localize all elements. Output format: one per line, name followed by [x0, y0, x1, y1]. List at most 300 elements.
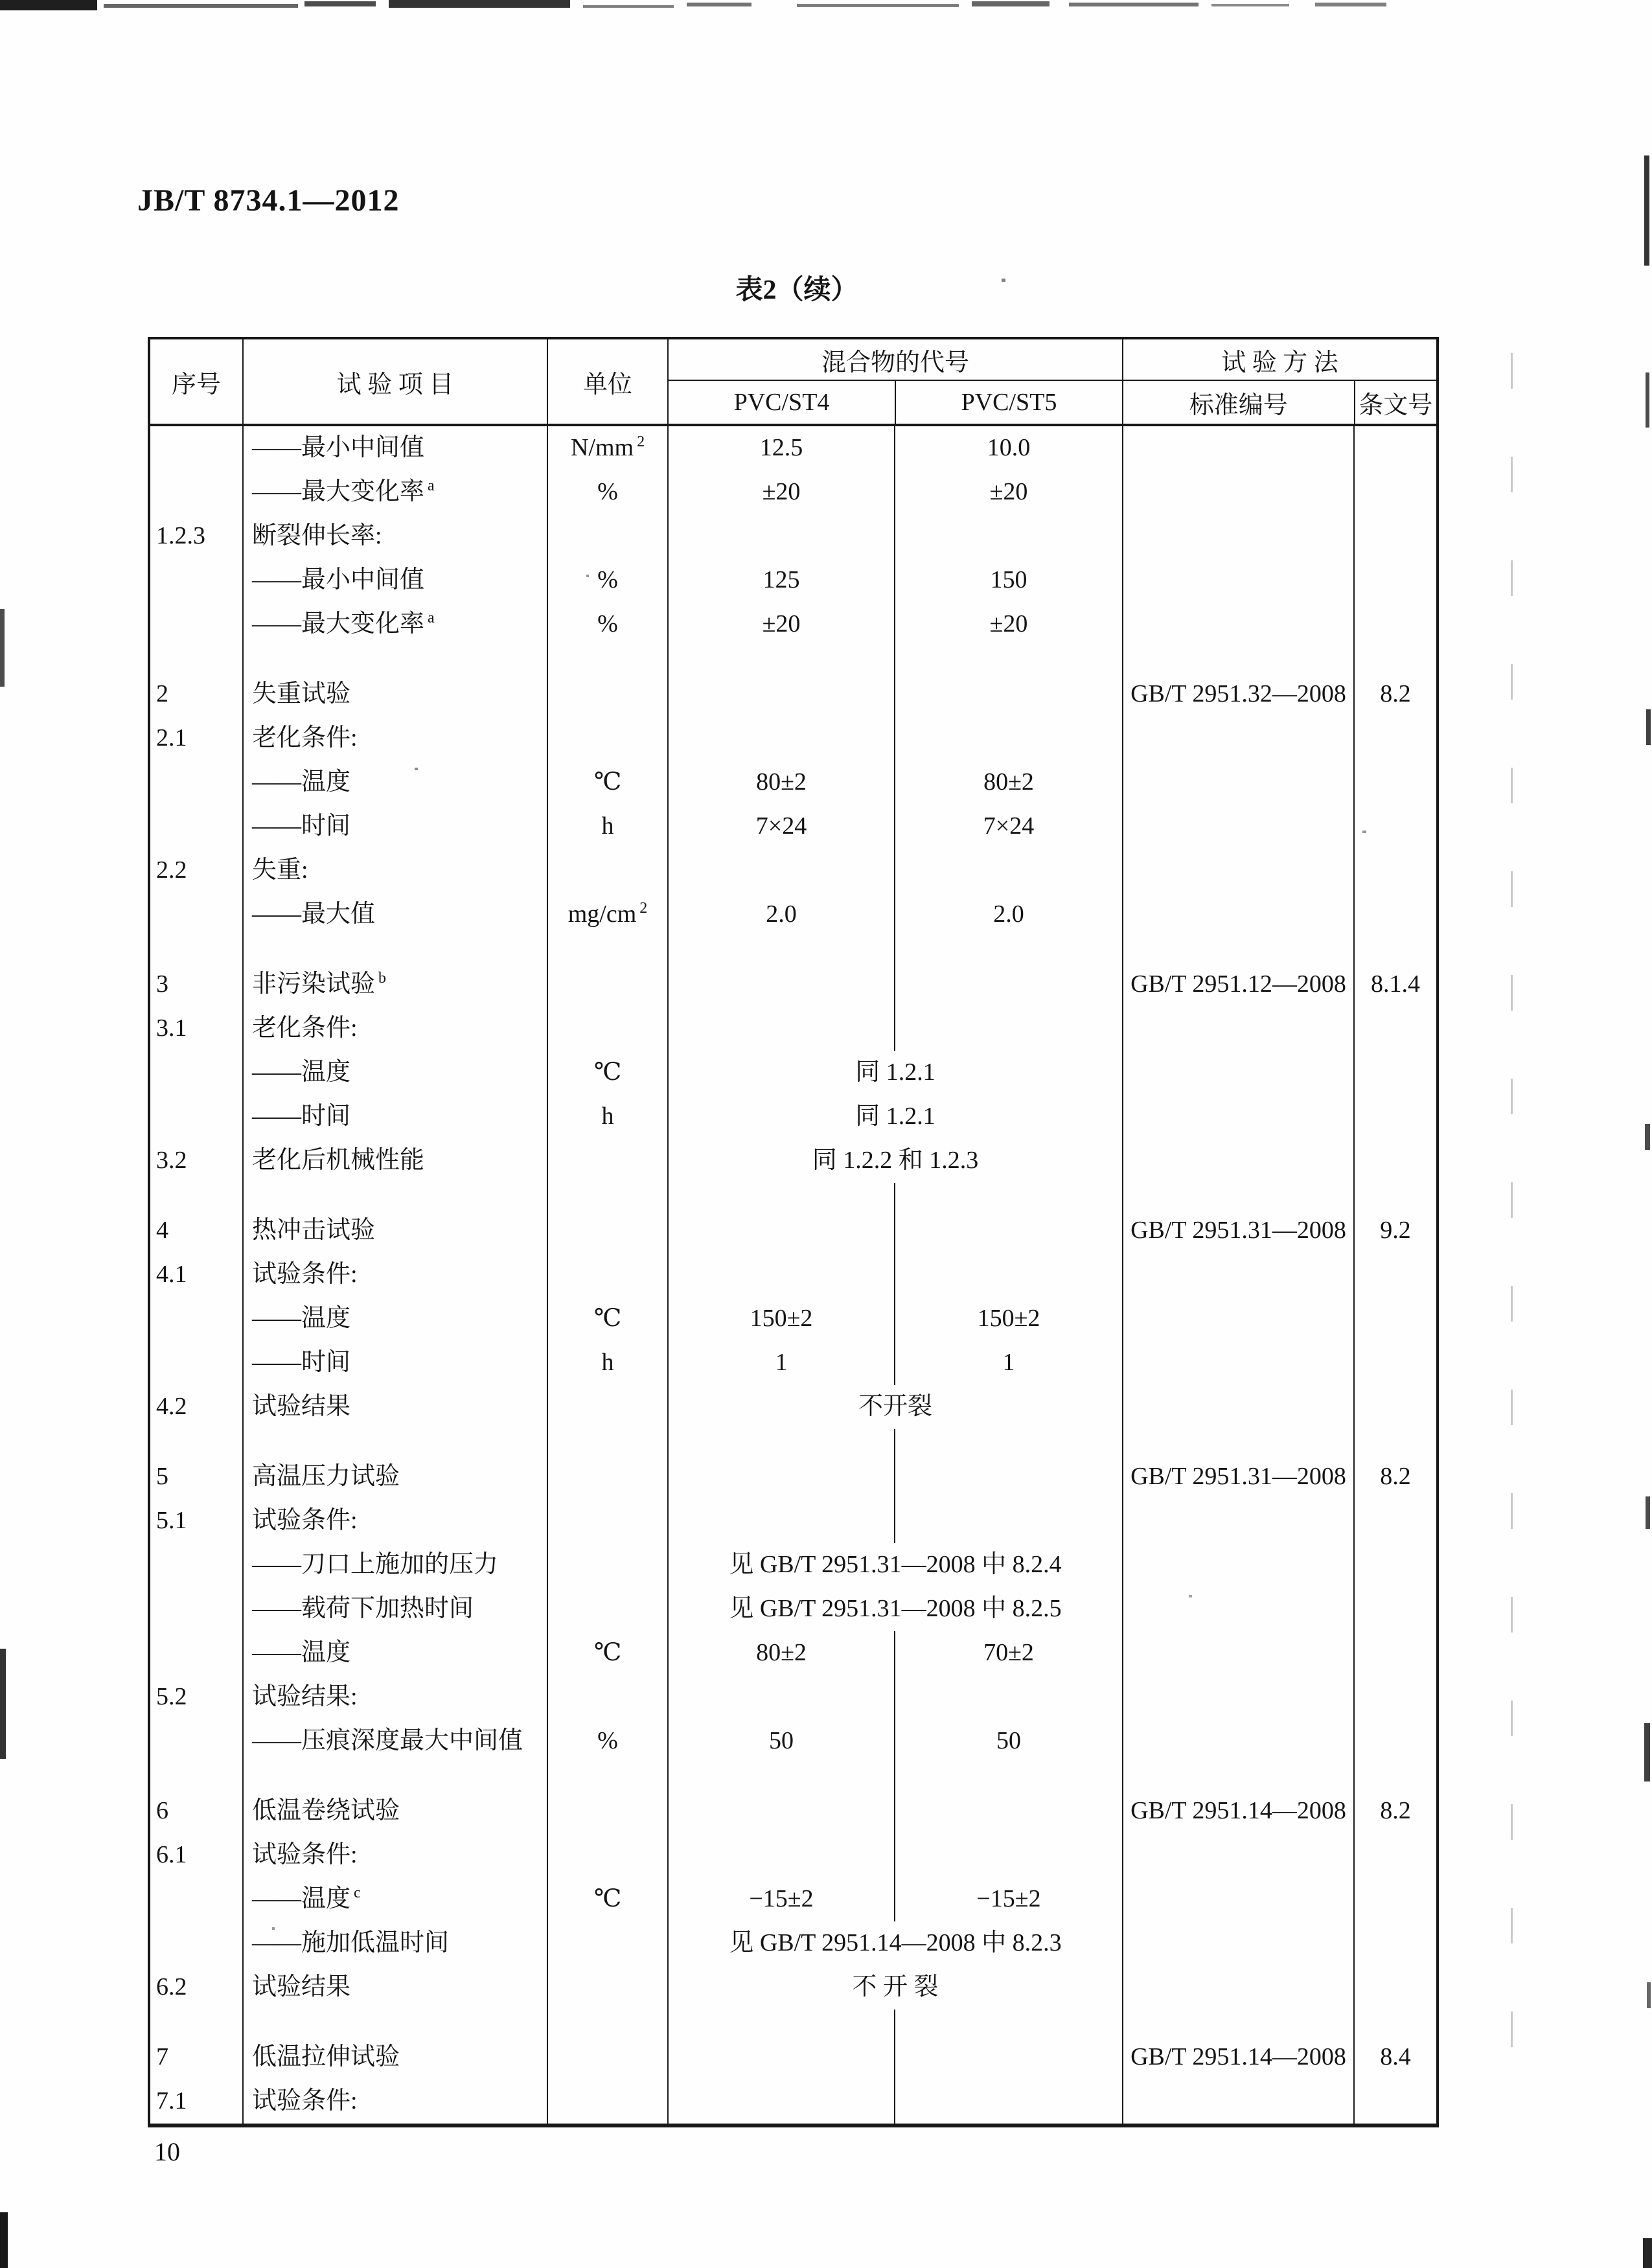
cell-value-st5	[894, 1455, 1122, 1499]
cell-standard-no: GB/T 2951.31—2008	[1122, 1455, 1353, 1499]
cell-seq-no: 4.2	[156, 1393, 187, 1421]
header-standard-no: 标准编号	[1189, 391, 1288, 419]
cell-unit	[547, 672, 667, 716]
cell-value-st5: 150±2	[894, 1297, 1122, 1341]
cell-test-item: 试验条件:	[242, 1833, 547, 1877]
cell-clause-no	[1353, 426, 1436, 470]
cell-test-item: 失重:	[242, 849, 547, 893]
cell-seq-no: 2.2	[156, 856, 187, 884]
scan-artifact	[0, 1649, 6, 1759]
cell-seq-no	[150, 1587, 242, 1631]
table-spacer-row	[150, 647, 1436, 672]
cell-standard-no	[1122, 937, 1353, 963]
cell-clause-no	[1353, 1543, 1436, 1587]
cell-clause-no	[1353, 1921, 1436, 1965]
cell-seq-no: 5.2	[156, 1683, 187, 1711]
cell-test-item: 试验条件:	[242, 1253, 547, 1297]
cell-value-st4	[667, 1833, 894, 1877]
cell-value-st4: ±20	[667, 470, 894, 514]
cell-test-item: 试验条件:	[242, 1499, 547, 1543]
scan-artifact	[389, 0, 570, 8]
cell-unit	[547, 514, 667, 558]
cell-clause-no	[1353, 1095, 1436, 1139]
scan-artifact	[104, 4, 298, 8]
cell-unit	[547, 1587, 667, 1631]
cell-value-st4	[667, 672, 894, 716]
cell-clause-no	[1353, 937, 1436, 963]
table-row	[150, 963, 1436, 1007]
cell-clause-no	[1353, 849, 1436, 893]
table-spacer-row	[150, 937, 1436, 963]
header-seq-no: 序号	[171, 371, 221, 398]
cell-test-item: ——时间	[242, 1095, 547, 1139]
cell-value-st4	[667, 1253, 894, 1297]
table-row	[150, 2079, 1436, 2124]
cell-unit	[547, 849, 667, 893]
scan-artifact	[0, 609, 5, 687]
cell-unit	[547, 716, 667, 761]
cell-standard-no	[1122, 1385, 1353, 1429]
cell-standard-no	[1122, 514, 1353, 558]
cell-test-item: 试验结果	[242, 1965, 547, 2010]
cell-unit: %	[547, 1719, 667, 1763]
cell-test-item: 失重试验	[242, 672, 547, 716]
cell-unit: %	[547, 470, 667, 514]
cell-standard-no	[1122, 1543, 1353, 1587]
cell-test-item	[242, 2010, 547, 2035]
cell-merged-value: 同 1.2.1	[667, 1095, 1122, 1139]
cell-value-st4: 80±2	[667, 761, 894, 805]
table-row	[150, 672, 1436, 716]
cell-seq-no: 5	[156, 1463, 168, 1491]
cell-unit: ℃	[547, 1297, 667, 1341]
cell-test-item: ——压痕深度最大中间值	[242, 1719, 547, 1763]
cell-seq-no: 2.1	[156, 724, 187, 752]
cell-value-st5	[894, 2010, 1122, 2035]
cell-value-st5	[894, 1183, 1122, 1209]
cell-test-item: ——刀口上施加的压力	[242, 1543, 547, 1587]
table-row	[150, 893, 1436, 937]
cell-value-st4	[667, 1763, 894, 1789]
cell-value-st4: 150±2	[667, 1297, 894, 1341]
cell-seq-no	[150, 426, 242, 470]
cell-clause-no	[1353, 1139, 1436, 1183]
cell-unit	[547, 1543, 667, 1587]
cell-clause-no: 8.2	[1353, 1455, 1436, 1499]
cell-test-item: ——温度 $^c$	[242, 1877, 547, 1921]
cell-seq-no: 2	[156, 680, 168, 708]
cell-merged-value: 见 GB/T 2951.31—2008 中 8.2.4	[667, 1543, 1122, 1587]
cell-test-item: 高温压力试验	[242, 1455, 547, 1499]
cell-clause-no	[1353, 1341, 1436, 1385]
cell-test-item: 试验结果:	[242, 1675, 547, 1719]
cell-standard-no	[1122, 1965, 1353, 2010]
cell-test-item	[242, 1183, 547, 1209]
cell-seq-no	[150, 761, 242, 805]
scan-artifact	[0, 0, 97, 10]
cell-seq-no: 1.2.3	[156, 522, 205, 550]
cell-test-item	[242, 937, 547, 963]
cell-clause-no: 8.4	[1353, 2035, 1436, 2079]
cell-value-st5: 80±2	[894, 761, 1122, 805]
cell-value-st5: 50	[894, 1719, 1122, 1763]
cell-value-st5	[894, 2035, 1122, 2079]
cell-standard-no: GB/T 2951.14—2008	[1122, 1789, 1353, 1833]
cell-value-st4	[667, 937, 894, 963]
cell-test-item	[242, 1763, 547, 1789]
table-row	[150, 716, 1436, 761]
scan-artifact	[797, 4, 959, 7]
cell-value-st4	[667, 1789, 894, 1833]
cell-clause-no: 8.2	[1353, 672, 1436, 716]
cell-standard-no	[1122, 1341, 1353, 1385]
cell-test-item: ——温度	[242, 1297, 547, 1341]
cell-unit	[547, 937, 667, 963]
cell-seq-no	[150, 1183, 242, 1209]
cell-unit	[547, 1253, 667, 1297]
cell-unit: N/mm $^2$	[547, 426, 667, 470]
cell-value-st5: ±20	[894, 602, 1122, 647]
scan-artifact	[586, 575, 589, 577]
cell-value-st4: 125	[667, 558, 894, 602]
cell-clause-no	[1353, 2079, 1436, 2124]
cell-standard-no	[1122, 805, 1353, 849]
table-spacer-row	[150, 1429, 1436, 1455]
header-pvc-st5: PVC/ST5	[895, 381, 1122, 424]
cell-clause-no	[1353, 1719, 1436, 1763]
cell-value-st5	[894, 2079, 1122, 2124]
cell-value-st5	[894, 1499, 1122, 1543]
cell-clause-no	[1353, 514, 1436, 558]
cell-unit: ℃	[547, 1051, 667, 1095]
cell-value-st4: 80±2	[667, 1631, 894, 1675]
cell-unit	[547, 963, 667, 1007]
cell-seq-no	[150, 1095, 242, 1139]
cell-value-st4	[667, 647, 894, 672]
cell-value-st4	[667, 514, 894, 558]
cell-unit: ℃	[547, 761, 667, 805]
cell-clause-no	[1353, 470, 1436, 514]
table-row	[150, 1455, 1436, 1499]
cell-clause-no	[1353, 1763, 1436, 1789]
cell-unit: mg/cm $^2$	[547, 893, 667, 937]
table-row	[150, 1675, 1436, 1719]
table-row	[150, 1209, 1436, 1253]
table-row	[150, 602, 1436, 647]
cell-value-st5	[894, 1209, 1122, 1253]
table-row	[150, 1587, 1436, 1631]
table-row	[150, 1007, 1436, 1051]
cell-merged-value: 不开裂	[667, 1385, 1122, 1429]
cell-seq-no	[150, 1429, 242, 1455]
cell-test-item: ——施加低温时间	[242, 1921, 547, 1965]
cell-test-item: 老化条件:	[242, 1007, 547, 1051]
cell-test-item: 非污染试验 $^b$	[242, 963, 547, 1007]
cell-unit	[547, 1455, 667, 1499]
scan-artifact	[1644, 155, 1649, 266]
cell-seq-no: 7	[156, 2043, 168, 2071]
cell-standard-no	[1122, 1719, 1353, 1763]
cell-unit: h	[547, 1341, 667, 1385]
cell-value-st5	[894, 716, 1122, 761]
cell-seq-no: 6.1	[156, 1841, 187, 1869]
table-row	[150, 1543, 1436, 1587]
cell-value-st5: 2.0	[894, 893, 1122, 937]
table-row	[150, 1385, 1436, 1429]
cell-seq-no	[150, 1543, 242, 1587]
table-row	[150, 1499, 1436, 1543]
scan-artifact	[1189, 1595, 1192, 1598]
table-row	[150, 1051, 1436, 1095]
cell-value-st5	[894, 514, 1122, 558]
cell-value-st5	[894, 1675, 1122, 1719]
cell-clause-no: 8.2	[1353, 1789, 1436, 1833]
cell-value-st4	[667, 2079, 894, 2124]
spec-table	[148, 337, 1439, 2127]
cell-clause-no	[1353, 1675, 1436, 1719]
cell-seq-no: 5.1	[156, 1507, 187, 1535]
cell-seq-no	[150, 602, 242, 647]
cell-unit	[547, 1965, 667, 2010]
cell-unit: h	[547, 805, 667, 849]
scan-artifact	[1645, 1124, 1650, 1150]
cell-clause-no	[1353, 761, 1436, 805]
header-clause-no: 条文号	[1354, 381, 1436, 424]
cell-seq-no	[150, 1719, 242, 1763]
cell-clause-no	[1353, 1007, 1436, 1051]
cell-seq-no	[150, 893, 242, 937]
cell-standard-no	[1122, 1095, 1353, 1139]
cell-clause-no	[1353, 716, 1436, 761]
cell-unit	[547, 2035, 667, 2079]
scan-artifact	[1211, 4, 1289, 6]
cell-seq-no	[150, 470, 242, 514]
cell-standard-no	[1122, 1007, 1353, 1051]
cell-value-st5: ±20	[894, 470, 1122, 514]
cell-seq-no: 3.1	[156, 1014, 187, 1042]
table-row	[150, 2035, 1436, 2079]
cell-value-st4	[667, 849, 894, 893]
header-unit: 单位	[547, 339, 667, 424]
cell-test-item: 老化条件:	[242, 716, 547, 761]
cell-value-st4	[667, 1007, 894, 1051]
cell-seq-no	[150, 558, 242, 602]
scan-artifact	[1644, 1723, 1650, 1781]
cell-clause-no	[1353, 1499, 1436, 1543]
cell-seq-no: 3	[156, 970, 168, 998]
cell-test-item: ——载荷下加热时间	[242, 1587, 547, 1631]
table-row	[150, 1253, 1436, 1297]
table-row	[150, 1341, 1436, 1385]
cell-clause-no	[1353, 1297, 1436, 1341]
cell-seq-no	[150, 805, 242, 849]
cell-seq-no: 7.1	[156, 2087, 187, 2115]
cell-value-st5	[894, 1429, 1122, 1455]
cell-seq-no: 3.2	[156, 1147, 187, 1174]
cell-test-item: ——最大变化率 $^a$	[242, 470, 547, 514]
scan-artifact	[0, 2212, 8, 2268]
table-row	[150, 470, 1436, 514]
cell-unit	[547, 1833, 667, 1877]
cell-seq-no	[150, 937, 242, 963]
header-group-test-method	[1122, 339, 1436, 424]
cell-value-st5: 7×24	[894, 805, 1122, 849]
cell-value-st4: 7×24	[667, 805, 894, 849]
cell-standard-no	[1122, 2079, 1353, 2124]
cell-standard-no	[1122, 426, 1353, 470]
cell-seq-no	[150, 1921, 242, 1965]
cell-standard-no: GB/T 2951.14—2008	[1122, 2035, 1353, 2079]
cell-value-st5	[894, 937, 1122, 963]
cell-standard-no	[1122, 1499, 1353, 1543]
cell-seq-no	[150, 647, 242, 672]
cell-clause-no: 8.1.4	[1353, 963, 1436, 1007]
cell-value-st4: 50	[667, 1719, 894, 1763]
cell-standard-no	[1122, 558, 1353, 602]
cell-clause-no	[1353, 1877, 1436, 1921]
table-title: 表2（续）	[735, 275, 858, 305]
scan-artifact	[1643, 2238, 1652, 2268]
scan-artifact	[1647, 1982, 1651, 2008]
cell-clause-no	[1353, 1631, 1436, 1675]
cell-test-item: ——时间	[242, 805, 547, 849]
cell-value-st5: 1	[894, 1341, 1122, 1385]
cell-seq-no: 4	[156, 1217, 168, 1244]
cell-clause-no	[1353, 1051, 1436, 1095]
cell-standard-no	[1122, 716, 1353, 761]
cell-test-item: ——温度	[242, 761, 547, 805]
cell-value-st4	[667, 963, 894, 1007]
table-header	[150, 339, 1436, 424]
cell-unit: h	[547, 1095, 667, 1139]
cell-value-st4	[667, 1209, 894, 1253]
cell-seq-no	[150, 1631, 242, 1675]
scan-artifact	[1002, 279, 1005, 282]
page-number: 10	[154, 2137, 180, 2166]
scan-artifact	[687, 3, 751, 6]
cell-merged-value: 同 1.2.2 和 1.2.3	[667, 1139, 1122, 1183]
cell-standard-no	[1122, 647, 1353, 672]
cell-value-st4	[667, 1675, 894, 1719]
cell-clause-no	[1353, 1833, 1436, 1877]
cell-clause-no	[1353, 1965, 1436, 2010]
table-row	[150, 1139, 1436, 1183]
cell-unit	[547, 1429, 667, 1455]
standard-number-heading: JB/T 8734.1—2012	[137, 183, 400, 218]
cell-merged-value: 不 开 裂	[667, 1965, 1122, 2010]
table-row	[150, 1921, 1436, 1965]
cell-clause-no	[1353, 2010, 1436, 2035]
cell-clause-no	[1353, 805, 1436, 849]
cell-standard-no	[1122, 1051, 1353, 1095]
cell-value-st4	[667, 2035, 894, 2079]
cell-merged-value: 同 1.2.1	[667, 1051, 1122, 1095]
cell-seq-no	[150, 1297, 242, 1341]
cell-standard-no	[1122, 1253, 1353, 1297]
table-body	[150, 426, 1436, 2124]
cell-standard-no	[1122, 1921, 1353, 1965]
cell-standard-no	[1122, 1429, 1353, 1455]
cell-value-st4	[667, 1499, 894, 1543]
cell-unit	[547, 2079, 667, 2124]
cell-standard-no: GB/T 2951.32—2008	[1122, 672, 1353, 716]
cell-value-st5	[894, 1007, 1122, 1051]
cell-standard-no	[1122, 1297, 1353, 1341]
cell-merged-value: 见 GB/T 2951.14—2008 中 8.2.3	[667, 1921, 1122, 1965]
cell-unit	[547, 1139, 667, 1183]
scan-fold-shadow	[1511, 353, 1513, 2109]
header-group-mixture-code	[667, 339, 1122, 424]
cell-test-item: ——最小中间值	[242, 426, 547, 470]
scan-artifact	[972, 1, 1050, 6]
scan-artifact	[1315, 3, 1386, 6]
cell-value-st5: 150	[894, 558, 1122, 602]
cell-standard-no	[1122, 1877, 1353, 1921]
cell-value-st5: 70±2	[894, 1631, 1122, 1675]
cell-standard-no: GB/T 2951.31—2008	[1122, 1209, 1353, 1253]
table-row	[150, 1789, 1436, 1833]
cell-standard-no	[1122, 602, 1353, 647]
cell-seq-no: 6	[156, 1797, 168, 1825]
cell-value-st4	[667, 1183, 894, 1209]
scan-artifact	[1646, 709, 1651, 745]
header-mixture-code: 混合物的代号	[669, 339, 1122, 381]
cell-standard-no	[1122, 1587, 1353, 1631]
cell-test-item: 断裂伸长率:	[242, 514, 547, 558]
cell-unit	[547, 1385, 667, 1429]
scan-artifact	[1362, 830, 1366, 833]
cell-value-st4	[667, 716, 894, 761]
scan-artifact	[304, 1, 376, 6]
table-row	[150, 1719, 1436, 1763]
cell-test-item: 低温拉伸试验	[242, 2035, 547, 2079]
table-row	[150, 849, 1436, 893]
cell-value-st5	[894, 647, 1122, 672]
cell-standard-no	[1122, 893, 1353, 937]
cell-test-item: 低温卷绕试验	[242, 1789, 547, 1833]
cell-merged-value: 见 GB/T 2951.31—2008 中 8.2.5	[667, 1587, 1122, 1631]
cell-clause-no	[1353, 647, 1436, 672]
cell-value-st5	[894, 1833, 1122, 1877]
cell-test-item: 热冲击试验	[242, 1209, 547, 1253]
cell-value-st5	[894, 849, 1122, 893]
header-pvc-st4: PVC/ST4	[733, 389, 830, 416]
cell-seq-no: 4.1	[156, 1261, 187, 1289]
cell-test-item: ——温度	[242, 1051, 547, 1095]
cell-standard-no	[1122, 470, 1353, 514]
cell-value-st4: 12.5	[667, 426, 894, 470]
cell-value-st5	[894, 672, 1122, 716]
cell-standard-no	[1122, 849, 1353, 893]
cell-unit: %	[547, 602, 667, 647]
cell-unit	[547, 1675, 667, 1719]
table-row	[150, 514, 1436, 558]
cell-clause-no	[1353, 602, 1436, 647]
table-row	[150, 761, 1436, 805]
cell-value-st5: 10.0	[894, 426, 1122, 470]
cell-test-item	[242, 1429, 547, 1455]
cell-standard-no	[1122, 761, 1353, 805]
table-row	[150, 805, 1436, 849]
table-spacer-row	[150, 1763, 1436, 1789]
cell-unit	[547, 1209, 667, 1253]
cell-unit	[547, 647, 667, 672]
cell-unit: %	[547, 558, 667, 602]
cell-clause-no	[1353, 1429, 1436, 1455]
cell-unit	[547, 1789, 667, 1833]
cell-standard-no	[1122, 2010, 1353, 2035]
cell-unit	[547, 1763, 667, 1789]
